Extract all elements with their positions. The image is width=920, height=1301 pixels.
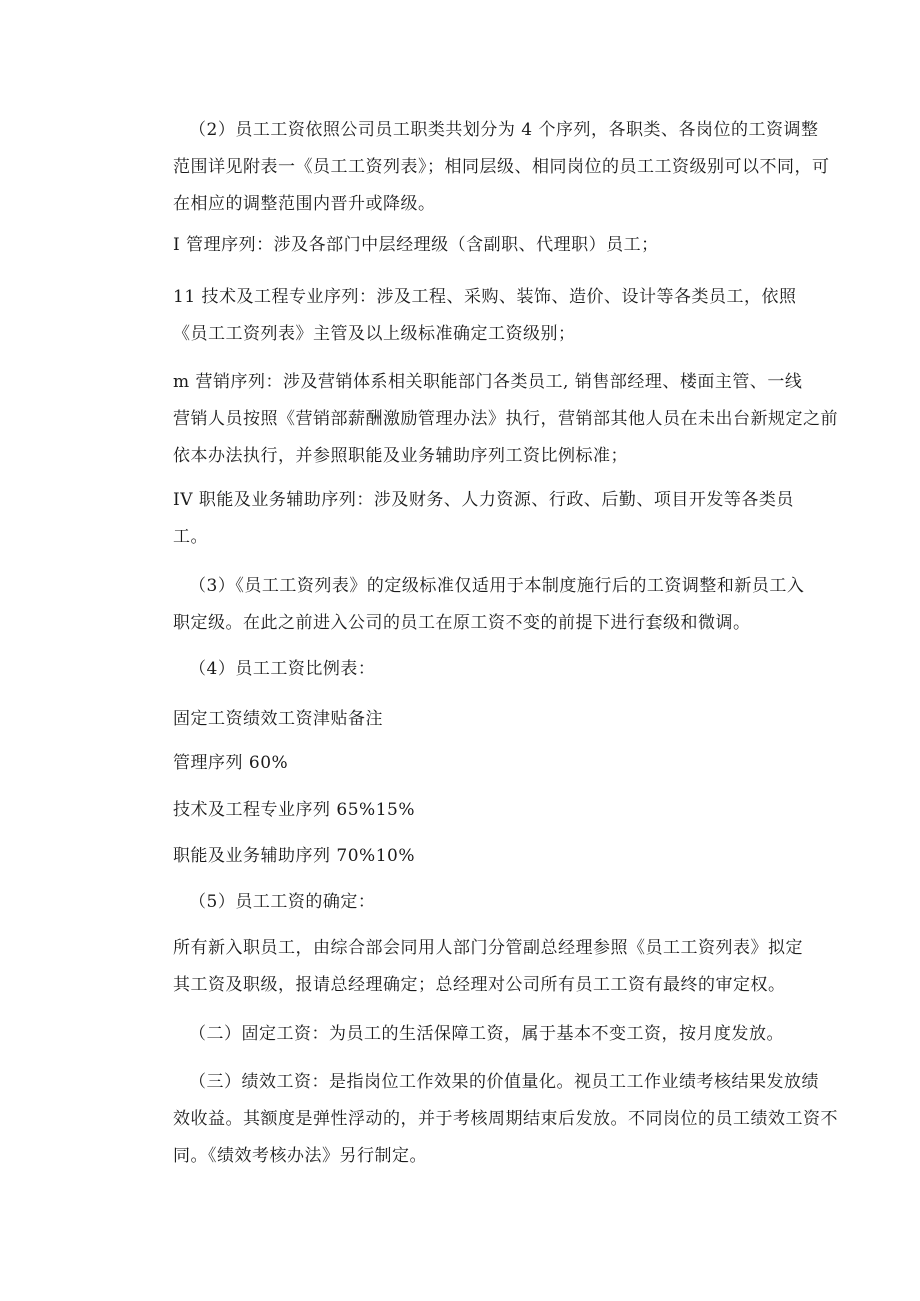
text-line: 营销人员按照《营销部薪酬激励管理办法》执行，营销部其他人员在未出台新规定之前 — [173, 409, 838, 429]
paragraph-ratio-table-heading — [173, 651, 793, 688]
paragraph-management-sequence — [173, 227, 793, 264]
paragraph-support-sequence — [173, 482, 793, 556]
paragraph-salary-sequences — [173, 112, 830, 223]
ratio-table-row-technical — [173, 792, 793, 829]
text-line: 依本办法执行，并参照职能及业务辅助序列工资比例标准； — [173, 446, 628, 466]
text-line: I 管理序列：涉及各部门中层经理级（含副职、代理职）员工； — [173, 235, 659, 255]
paragraph-grading-standard — [173, 568, 805, 642]
paragraph-technical-sequence — [173, 279, 797, 353]
text-line: 技术及工程专业序列 65%15% — [173, 800, 415, 820]
paragraph-performance-salary — [173, 1064, 838, 1175]
text-line: IV 职能及业务辅助序列：涉及财务、人力资源、行政、后勤、项目开发等各类员 — [173, 490, 794, 510]
text-line: （三）绩效工资：是指岗位工作效果的价值量化。视员工工作业绩考核结果发放绩 — [189, 1072, 819, 1092]
text-line: 固定工资绩效工资津贴备注 — [173, 709, 383, 729]
text-line: （3）《员工工资列表》的定级标准仅适用于本制度施行后的工资调整和新员工入 — [189, 576, 805, 596]
text-line: 职能及业务辅助序列 70%10% — [173, 846, 415, 866]
paragraph-salary-determination-heading — [173, 884, 793, 921]
text-line: （4）员工工资比例表： — [189, 659, 376, 679]
text-line: 所有新入职员工，由综合部会同用人部门分管副总经理参照《员工工资列表》拟定 — [173, 938, 803, 958]
text-line: （5）员工工资的确定： — [189, 892, 376, 912]
text-line: 在相应的调整范围内晋升或降级。 — [173, 194, 436, 214]
text-line: 其工资及职级，报请总经理确定；总经理对公司所有员工工资有最终的审定权。 — [173, 975, 786, 995]
paragraph-salary-determination — [173, 930, 803, 1004]
text-line: （二）固定工资：为员工的生活保障工资，属于基本不变工资，按月度发放。 — [189, 1024, 784, 1044]
ratio-table-row-management — [173, 745, 793, 782]
text-line: （2）员工工资依照公司员工职类共划分为 4 个序列，各职类、各岗位的工资调整 — [189, 120, 819, 140]
text-line: 11 技术及工程专业序列：涉及工程、采购、装饰、造价、设计等各类员工，依照 — [173, 287, 797, 307]
text-line: 效收益。其额度是弹性浮动的，并于考核周期结束后发放。不同岗位的员工绩效工资不 — [173, 1109, 838, 1129]
ratio-table-row-support — [173, 838, 793, 875]
ratio-table-header — [173, 701, 793, 738]
text-line: 职定级。在此之前进入公司的员工在原工资不变的前提下进行套级和微调。 — [173, 613, 751, 633]
paragraph-fixed-salary — [173, 1016, 793, 1053]
text-line: 管理序列 60% — [173, 753, 289, 773]
text-line: 范围详见附表一《员工工资列表》；相同层级、相同岗位的员工工资级别可以不同，可 — [173, 157, 830, 177]
text-line: 《员工工资列表》主管及以上级标准确定工资级别； — [173, 324, 576, 344]
paragraph-marketing-sequence — [173, 364, 838, 475]
text-line: m 营销序列：涉及营销体系相关职能部门各类员工, 销售部经理、楼面主管、一线 — [173, 372, 803, 392]
text-line: 工。 — [173, 527, 208, 547]
text-line: 同。《绩效考核办法》另行制定。 — [173, 1146, 427, 1166]
